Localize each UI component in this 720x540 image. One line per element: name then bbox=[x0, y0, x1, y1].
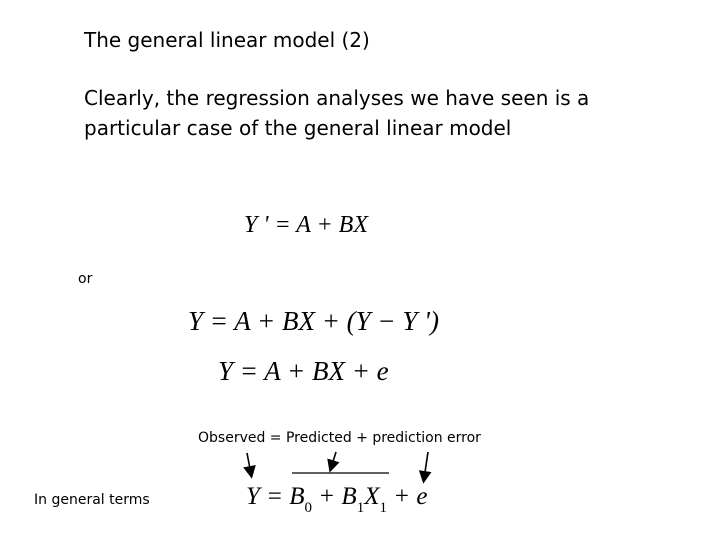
equation-predicted: Y ' = A + BX bbox=[244, 212, 368, 238]
body-text-line-1: Clearly, the regression analyses we have seen is a bbox=[84, 86, 590, 110]
eq4-sub1a: 1 bbox=[356, 500, 365, 516]
equation-expanded: Y = A + BX + (Y − Y ') bbox=[188, 306, 439, 336]
equation-with-error: Y = A + BX + e bbox=[218, 356, 389, 386]
eq4-sub1b: 1 bbox=[379, 500, 387, 516]
arrow-error bbox=[424, 452, 428, 479]
body-text-line-2: particular case of the general linear model bbox=[84, 116, 512, 140]
eq4-sub0: 0 bbox=[304, 500, 313, 516]
eq4-mid: + B bbox=[312, 483, 357, 510]
eq4-rhs: + e bbox=[386, 483, 428, 510]
arrow-observed bbox=[247, 453, 251, 474]
slide-title: The general linear model (2) bbox=[84, 28, 370, 52]
general-terms-label: In general terms bbox=[34, 492, 150, 508]
observed-caption: Observed = Predicted + prediction error bbox=[198, 430, 481, 446]
or-label: or bbox=[78, 271, 93, 287]
arrow-predicted bbox=[331, 452, 336, 468]
eq4-x: X bbox=[364, 483, 380, 510]
equation-general bbox=[246, 483, 427, 517]
eq4-lhs: Y = B bbox=[246, 483, 305, 510]
